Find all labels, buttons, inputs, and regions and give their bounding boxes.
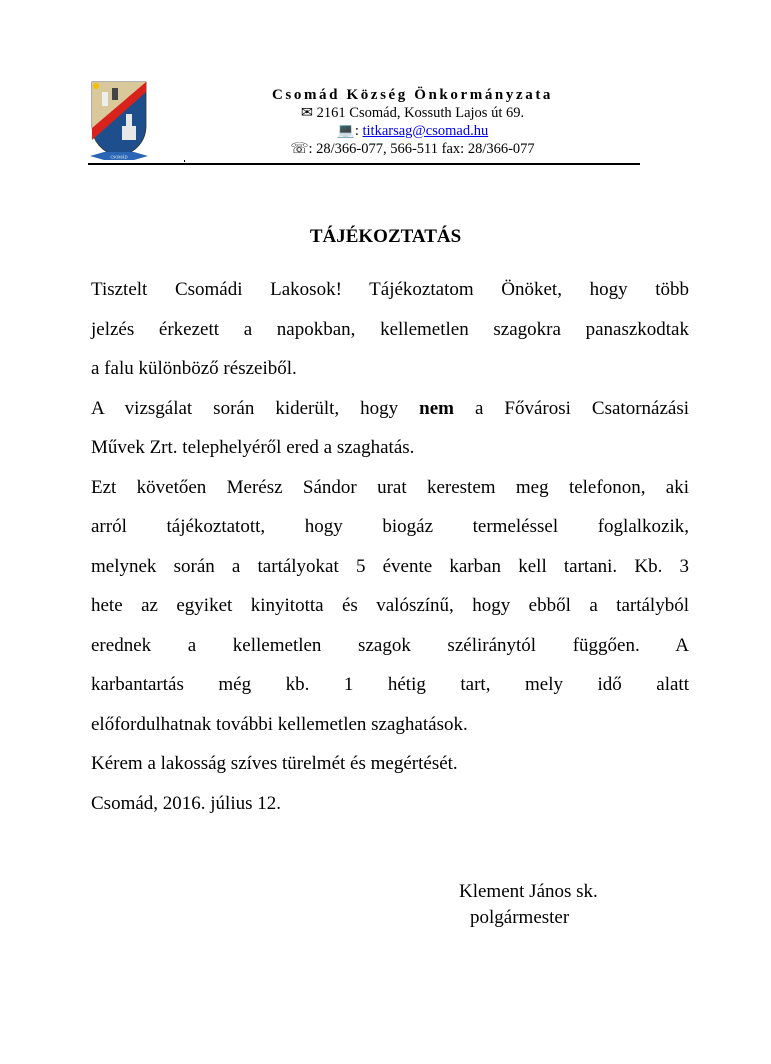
- paragraph-line: melynek során a tartályokat 5 évente karban kell tartani. Kb. 3: [91, 555, 689, 577]
- phone-line: [240, 140, 585, 158]
- logo-label: CSOMÁD: [110, 154, 128, 160]
- paragraph-line: karbantartás még kb. 1 hétig tart, mely idő alatt: [91, 674, 689, 695]
- address-line: [240, 104, 585, 122]
- date-line: Csomád, 2016. július 12.: [91, 792, 282, 814]
- paragraph-line: Művek Zrt. telephelyéről ered a szaghatás.: [91, 437, 415, 458]
- header-rule: [88, 163, 640, 165]
- letterhead: [240, 86, 585, 158]
- document-body: [91, 270, 689, 823]
- closing-request: Kérem a lakosság szíves türelmét és megértését.: [91, 753, 458, 774]
- paragraph-line: jelzés érkezett a napokban, kellemetlen szagokra panaszkodtak: [91, 318, 689, 340]
- bold-emphasis: nem: [419, 397, 454, 419]
- email-link[interactable]: titkarsag@csomad.hu: [362, 123, 489, 139]
- paragraph-line: hete az egyiket kinyitotta és valószínű, hogy ebből a tartályból: [91, 595, 689, 616]
- paragraph-line: Tisztelt Csomádi Lakosok! Tájékoztatom Önöket, hogy több: [91, 279, 689, 300]
- document-title: TÁJÉKOZTATÁS: [309, 226, 462, 247]
- paragraph-line: [91, 389, 689, 429]
- coat-of-arms-logo: [88, 78, 150, 166]
- paragraph-line: Ezt követően Merész Sándor urat kerestem meg telefonon, aki: [91, 476, 689, 498]
- computer-icon: 💻: [336, 123, 355, 139]
- stray-dot: [184, 160, 185, 162]
- text-span: a Fővárosi Csatornázási: [454, 397, 689, 419]
- email-separator: :: [354, 123, 363, 139]
- paragraph-line: erednek a kellemetlen szagok széliránytól függően. A: [91, 634, 689, 656]
- paragraph-line: arról tájékoztatott, hogy biogáz termeléssel foglalkozik,: [91, 516, 689, 537]
- signatory-name: Klement János sk.: [459, 881, 598, 902]
- paragraph-line: előfordulhatnak további kellemetlen szaghatások.: [91, 713, 468, 735]
- email-line: [240, 122, 585, 140]
- phone-fax: : 28/366-077, 566-511 fax: 28/366-077: [308, 141, 535, 157]
- text-span: A vizsgálat során kiderült, hogy: [91, 397, 420, 419]
- signature-block: [459, 879, 598, 931]
- organization-name: Csomád Község Önkormányzata: [271, 87, 554, 103]
- paragraph-line: a falu különböző részeiből.: [91, 358, 297, 379]
- signatory-role: polgármester: [470, 907, 570, 928]
- envelope-icon: ✉: [300, 105, 314, 121]
- telephone-icon: ☏: [290, 141, 309, 157]
- address: 2161 Csomád, Kossuth Lajos út 69.: [316, 105, 525, 121]
